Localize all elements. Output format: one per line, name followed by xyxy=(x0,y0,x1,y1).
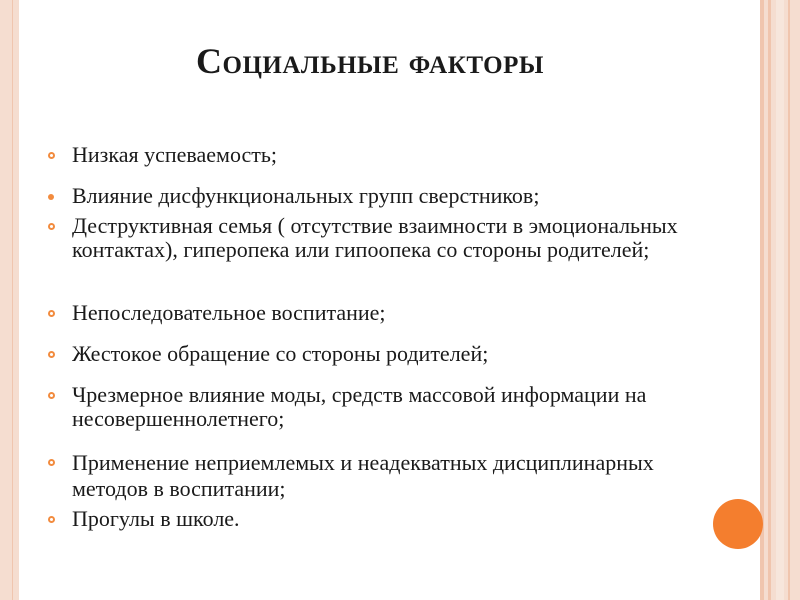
bullet-text: Жестокое обращение со стороны родителей; xyxy=(72,341,489,366)
bullet-marker-icon xyxy=(48,516,55,523)
bullet-item xyxy=(48,450,698,502)
slide-title: Социальные факторы xyxy=(196,41,544,81)
right-border-stripe xyxy=(760,0,764,600)
bullet-text: Влияние дисфункциональных групп сверстников; xyxy=(72,183,540,208)
bullet-text: Деструктивная семья ( отсутствие взаимности в эмоциональных контактах), гиперопека или гипоопека со стороны родителей; xyxy=(72,213,678,262)
bullet-item xyxy=(48,184,698,208)
bullet-item xyxy=(48,301,698,325)
right-border-stripe xyxy=(788,0,790,600)
decorative-circle-icon xyxy=(713,499,763,549)
bullet-item xyxy=(48,214,698,262)
bullet-item xyxy=(48,383,698,431)
bullet-item xyxy=(48,507,698,531)
bullet-marker-icon xyxy=(48,152,55,159)
bullet-text: Низкая успеваемость; xyxy=(72,142,278,167)
right-border-stripe xyxy=(768,0,771,600)
bullet-marker-icon xyxy=(48,223,55,230)
right-border-stripe xyxy=(776,0,784,600)
bullet-text: Применение неприемлемых и неадекватных дисциплинарных методов в воспитании; xyxy=(72,450,654,501)
bullet-marker-icon xyxy=(48,351,55,358)
bullet-item xyxy=(48,143,698,167)
bullet-marker-icon xyxy=(48,194,54,200)
bullet-marker-icon xyxy=(48,310,55,317)
bullet-item xyxy=(48,342,698,366)
bullet-text: Чрезмерное влияние моды, средств массовой информации на несовершеннолетнего; xyxy=(72,382,647,431)
bullet-text: Прогулы в школе. xyxy=(72,506,240,531)
bullet-marker-icon xyxy=(48,392,55,399)
left-border-line xyxy=(12,0,13,600)
bullet-marker-icon xyxy=(48,459,55,466)
bullet-text: Непоследовательное воспитание; xyxy=(72,300,386,325)
